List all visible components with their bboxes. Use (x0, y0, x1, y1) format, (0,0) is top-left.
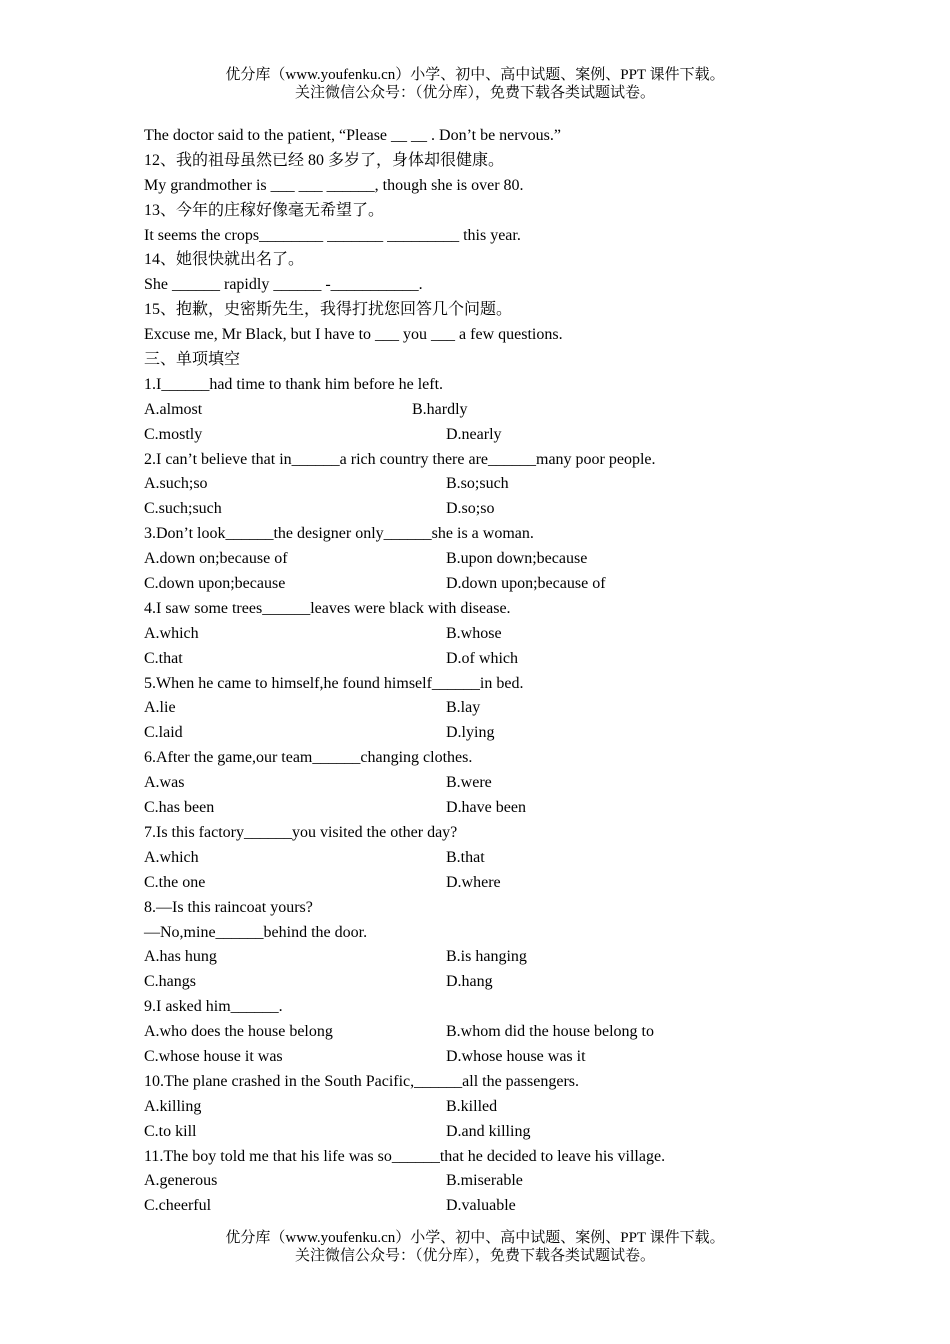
option-b: B.were (446, 774, 492, 792)
question-stem: 6.After the game,our team______changing clothes. (144, 749, 473, 767)
footer-line-2: 关注微信公众号：（优分库），免费下载各类试题试卷。 (294, 1248, 655, 1264)
question-stem: 7.Is this factory______you visited the other day? (144, 823, 458, 841)
option-a: A.such;so (144, 475, 208, 493)
option-c: C.mostly (144, 425, 203, 443)
option-c: C.to kill (144, 1122, 197, 1140)
option-row (144, 398, 844, 423)
question-stem-reply: —No,mine______behind the door. (144, 923, 368, 941)
option-row (144, 945, 844, 970)
option-d: D.nearly (446, 425, 502, 443)
option-b: B.so;such (446, 475, 509, 493)
option-c: C.that (144, 649, 183, 667)
option-d: D.whose house was it (446, 1047, 586, 1065)
option-a: A.which (144, 624, 199, 642)
option-c: C.the one (144, 873, 206, 891)
question-stem: 3.Don’t look______the designer only______she is a woman. (144, 525, 534, 543)
page-header (0, 66, 950, 102)
option-a: A.generous (144, 1172, 218, 1190)
option-c: C.hangs (144, 973, 196, 991)
translation-11-english: The doctor said to the patient, “Please __ __ . Don’t be nervous.” (144, 127, 561, 144)
option-d: D.so;so (446, 500, 495, 518)
option-row (144, 1169, 844, 1194)
page-footer (0, 1229, 950, 1265)
translation-13-english: It seems the crops________ _______ _________ this year. (144, 226, 521, 244)
option-row (144, 846, 844, 871)
option-c: C.has been (144, 799, 215, 817)
option-b: B.whom did the house belong to (446, 1023, 654, 1041)
translation-15-chinese: 15、抱歉，史密斯先生，我得打扰您回答几个问题。 (144, 301, 513, 319)
question-stem: 11.The boy told me that his life was so______that he decided to leave his village. (144, 1147, 666, 1165)
option-d: D.have been (446, 799, 526, 817)
translation-14-english: She ______ rapidly ______ -___________. (144, 276, 423, 294)
option-row (144, 647, 844, 672)
option-b: B.whose (446, 624, 502, 642)
question-stem: 8.—Is this raincoat yours? (144, 898, 313, 916)
option-row (144, 771, 844, 796)
option-d: D.down upon;because of (446, 575, 606, 593)
option-b: B.lay (446, 699, 481, 717)
option-b: B.upon down;because (446, 550, 588, 568)
option-d: D.valuable (446, 1197, 516, 1215)
option-row (144, 1045, 844, 1070)
option-row (144, 796, 844, 821)
option-row (144, 572, 844, 597)
option-row (144, 970, 844, 995)
option-d: D.of which (446, 649, 518, 667)
option-a: A.killing (144, 1097, 202, 1115)
option-d: D.where (446, 873, 501, 891)
option-a: A.almost (144, 400, 203, 418)
question-stem: 9.I asked him______. (144, 998, 283, 1016)
question-stem: 10.The plane crashed in the South Pacific,______all the passengers. (144, 1072, 579, 1090)
footer-line-1: 优分库（www.youfenku.cn）小学、初中、高中试题、案例、PPT 课件下载。 (225, 1230, 725, 1246)
option-c: C.down upon;because (144, 575, 286, 593)
question-stem: 2.I can’t believe that in______a rich country there are______many poor people. (144, 450, 656, 468)
question-stem: 5.When he came to himself,he found himself______in bed. (144, 674, 524, 692)
option-row (144, 1020, 844, 1045)
option-c: C.cheerful (144, 1197, 212, 1215)
option-c: C.laid (144, 724, 183, 742)
option-a: A.lie (144, 699, 176, 717)
option-row (144, 547, 844, 572)
option-row (144, 696, 844, 721)
option-row (144, 721, 844, 746)
option-row (144, 1194, 844, 1219)
option-row (144, 1095, 844, 1120)
option-a: A.down on;because of (144, 550, 288, 568)
option-row (144, 622, 844, 647)
translation-14-chinese: 14、她很快就出名了。 (144, 251, 305, 269)
option-row (144, 423, 844, 448)
option-row (144, 472, 844, 497)
option-d: D.lying (446, 724, 495, 742)
option-a: A.has hung (144, 948, 217, 966)
option-row (144, 871, 844, 896)
question-stem: 1.I______had time to thank him before he left. (144, 375, 444, 393)
translation-12-chinese: 12、我的祖母虽然已经 80 多岁了，身体却很健康。 (144, 151, 505, 169)
option-d: D.and killing (446, 1122, 531, 1140)
option-b: B.that (446, 848, 485, 866)
option-b: B.miserable (446, 1172, 523, 1190)
translation-13-chinese: 13、今年的庄稼好像毫无希望了。 (144, 201, 385, 219)
option-a: A.was (144, 774, 185, 792)
translation-12-english: My grandmother is ___ ___ ______, though she is over 80. (144, 176, 524, 194)
option-a: A.who does the house belong (144, 1023, 333, 1041)
translation-15-english: Excuse me, Mr Black, but I have to ___ you ___ a few questions. (144, 326, 563, 344)
option-row (144, 497, 844, 522)
option-b: B.killed (446, 1097, 498, 1115)
document-body (144, 124, 844, 1219)
header-line-2: 关注微信公众号：（优分库），免费下载各类试题试卷。 (294, 85, 655, 101)
option-c: C.such;such (144, 500, 222, 518)
option-row (144, 1120, 844, 1145)
question-stem: 4.I saw some trees______leaves were black with disease. (144, 599, 511, 617)
option-a: A.which (144, 848, 199, 866)
option-d: D.hang (446, 973, 493, 991)
header-line-1: 优分库（www.youfenku.cn）小学、初中、高中试题、案例、PPT 课件下载。 (225, 67, 725, 83)
section-title: 三、单项填空 (144, 351, 241, 369)
option-c: C.whose house it was (144, 1047, 283, 1065)
option-b: B.hardly (412, 400, 468, 418)
option-b: B.is hanging (446, 948, 527, 966)
